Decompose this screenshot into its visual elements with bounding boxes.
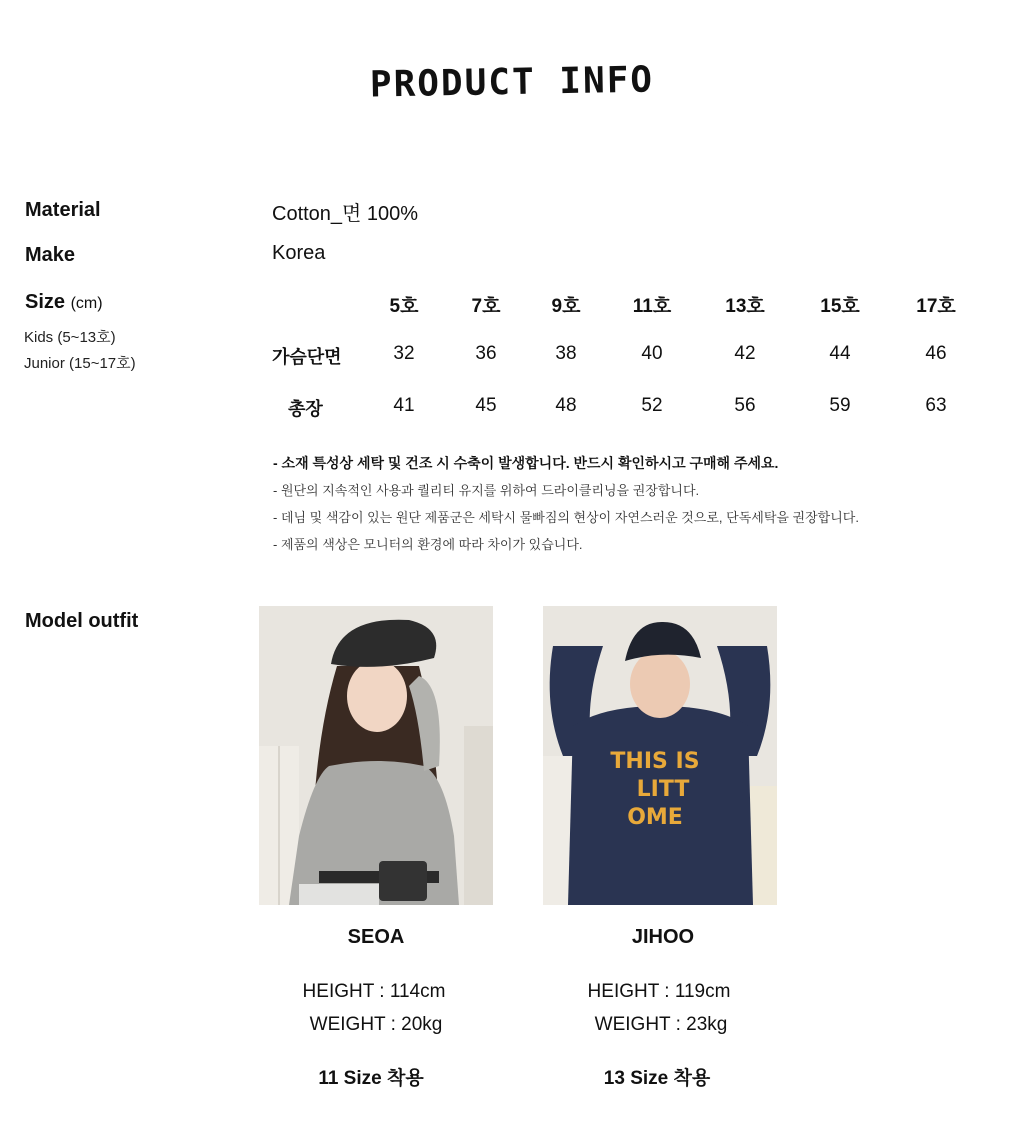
table-cell: 45: [475, 395, 497, 416]
model-height-jihoo: HEIGHT : 119cm: [587, 981, 731, 1002]
material-label: Material: [25, 199, 101, 221]
model-photo-jihoo: [543, 606, 777, 905]
table-cell: 36: [475, 343, 497, 364]
care-note-dryclean: - 원단의 지속적인 사용과 퀄리티 유지를 위하여 드라이클리닝을 권장합니다.: [273, 483, 700, 498]
table-cell: 63: [925, 395, 947, 416]
size-col-17: 17호: [916, 296, 956, 317]
table-cell: 56: [734, 395, 756, 416]
care-note-wash: - 데님 및 색감이 있는 원단 제품군은 세탁시 물빠짐의 현상이 자연스러운 것으로, 단독세탁을 권장합니다.: [273, 510, 859, 525]
material-value: Cotton_면 100%: [272, 203, 419, 225]
size-label-text: Size: [25, 291, 66, 313]
model-weight-seoa: WEIGHT : 20kg: [309, 1014, 443, 1035]
table-cell: 41: [393, 395, 415, 416]
size-col-7: 7호: [471, 296, 501, 317]
size-col-5: 5호: [389, 296, 419, 317]
size-col-9: 9호: [551, 296, 581, 317]
model-photo-seoa: [259, 606, 493, 905]
model-outfit-label: Model outfit: [25, 610, 139, 632]
size-kids-range: Kids (5~13호): [24, 329, 116, 346]
care-notes: [273, 450, 859, 558]
size-col-15: 15호: [820, 296, 860, 317]
size-junior-range: Junior (15~17호): [24, 355, 136, 372]
jihoo-illustration: [543, 606, 777, 905]
make-label: Make: [25, 244, 76, 266]
seoa-illustration: [259, 606, 493, 905]
table-cell: 42: [734, 343, 756, 364]
shirt-print-line-3: OME: [627, 805, 683, 830]
shirt-print-line-1: THIS IS: [610, 749, 700, 774]
model-name-seoa: SEOA: [347, 926, 405, 948]
size-col-11: 11호: [632, 296, 672, 317]
table-cell: 46: [925, 343, 947, 364]
model-size-seoa: 11 Size 착용: [318, 1068, 424, 1089]
model-height-seoa: HEIGHT : 114cm: [302, 981, 446, 1002]
table-cell: 32: [393, 343, 415, 364]
model-size-jihoo: 13 Size 착용: [603, 1068, 711, 1089]
size-col-13: 13호: [725, 296, 765, 317]
page-title: PRODUCT INFO: [369, 59, 655, 106]
table-cell: 59: [829, 395, 851, 416]
shirt-print-line-2: LITT: [636, 777, 690, 802]
make-value: Korea: [272, 242, 326, 264]
table-cell: 38: [555, 343, 577, 364]
table-cell: 44: [829, 343, 851, 364]
table-cell: 52: [641, 395, 663, 416]
table-cell: 48: [555, 395, 577, 416]
model-name-jihoo: JIHOO: [631, 926, 695, 948]
table-cell: 40: [641, 343, 663, 364]
row-label-length: 총장: [288, 399, 323, 419]
care-note-color: - 제품의 색상은 모니터의 환경에 따라 차이가 있습니다.: [273, 537, 583, 552]
care-note-shrink: - 소재 특성상 세탁 및 건조 시 수축이 발생합니다. 반드시 확인하시고 구매해 주세요.: [273, 455, 779, 471]
size-unit: (cm): [70, 295, 103, 312]
model-weight-jihoo: WEIGHT : 23kg: [594, 1014, 728, 1035]
row-label-chest: 가슴단면: [272, 347, 342, 367]
size-label: [25, 291, 103, 314]
